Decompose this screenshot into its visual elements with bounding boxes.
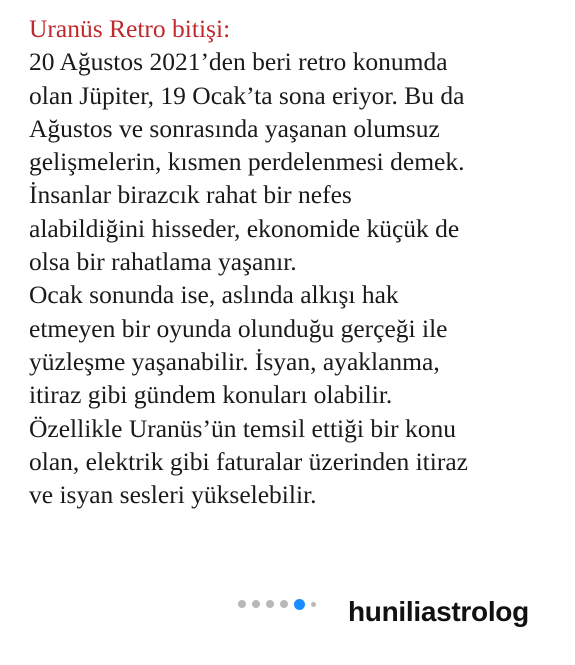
article-heading: Uranüs Retro bitişi:	[29, 14, 231, 43]
article-line: olsa bir rahatlama yaşanır.	[29, 247, 297, 277]
carousel-dot[interactable]	[280, 600, 288, 608]
account-username[interactable]: huniliastrolog	[348, 596, 529, 627]
article-line: 20 Ağustos 2021’den beri retro konumda	[29, 47, 448, 77]
post-footer	[0, 592, 575, 632]
article-line: itiraz gibi gündem konuları olabilir.	[29, 380, 393, 410]
carousel-dot[interactable]	[252, 600, 260, 608]
article	[29, 12, 559, 511]
article-line: etmeyen bir oyunda olunduğu gerçeği ile	[29, 313, 448, 343]
carousel-dot[interactable]	[266, 600, 274, 608]
article-line: olan Jüpiter, 19 Ocak’ta sona eriyor. Bu da	[29, 80, 465, 110]
carousel-pagination[interactable]	[238, 597, 316, 611]
article-line: Ocak sonunda ise, aslında alkışı hak	[29, 280, 399, 310]
article-line: Ağustos ve sonrasında yaşanan olumsuz	[29, 113, 440, 143]
carousel-dot-active[interactable]	[294, 599, 305, 610]
article-line: yüzleşme yaşanabilir. İsyan, ayaklanma,	[29, 346, 440, 376]
article-line: Özellikle Uranüs’ün temsil ettiği bir konu	[29, 413, 457, 443]
article-line: gelişmelerin, kısmen perdelenmesi demek.	[29, 147, 465, 177]
article-line: olan, elektrik gibi faturalar üzerinden itiraz	[29, 446, 468, 476]
carousel-dot[interactable]	[311, 602, 316, 607]
article-line: ve isyan sesleri yükselebilir.	[29, 480, 317, 510]
article-line: İnsanlar birazcık rahat bir nefes	[29, 180, 352, 210]
article-line: alabildiğini hisseder, ekonomide küçük de	[29, 213, 460, 243]
carousel-dot[interactable]	[238, 600, 246, 608]
